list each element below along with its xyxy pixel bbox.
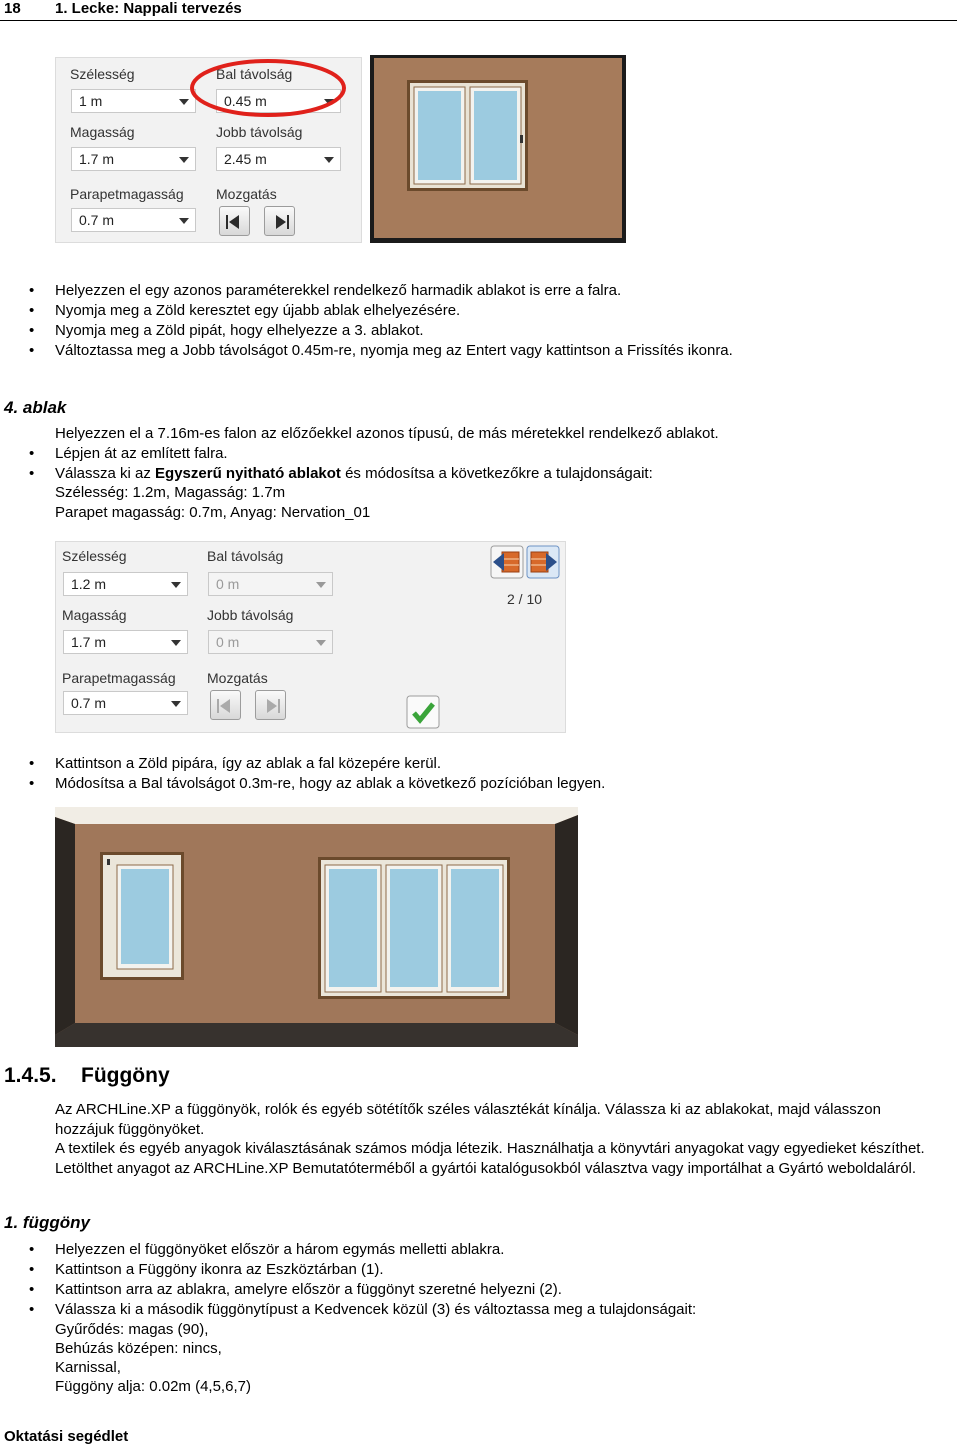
chevron-down-icon	[171, 701, 181, 707]
header-rule	[0, 20, 957, 21]
chevron-down-icon	[171, 582, 181, 588]
list-item: • Helyezzen el függönyöket először a három egymás melletti ablakra.	[0, 1240, 960, 1260]
left-distance-value: 0 m	[216, 576, 240, 592]
move-right-button[interactable]	[255, 690, 286, 720]
width-combo[interactable]	[71, 89, 196, 113]
list-item: • Lépjen át az említett falra.	[0, 444, 960, 464]
list-item: • Kattintson a Függöny ikonra az Eszköztárban (1).	[0, 1260, 960, 1280]
width-value: 1.2 m	[71, 576, 107, 592]
highlight-ellipse	[188, 57, 348, 119]
left-distance-value: 0.45 m	[224, 93, 267, 109]
move-label: Mozgatás	[216, 186, 277, 202]
curtain-param: Gyűrődés: magas (90),	[55, 1321, 209, 1338]
chevron-down-icon	[316, 582, 326, 588]
section-heading: 4. ablak	[4, 398, 67, 417]
list-item: • Kattintson a Zöld pipára, így az ablak a fal közepére kerül.	[0, 754, 960, 774]
page-header	[0, 0, 960, 22]
previous-wall-icon[interactable]	[490, 545, 524, 579]
parapet-combo[interactable]	[63, 691, 188, 715]
parapet-label: Parapetmagasság	[62, 670, 176, 686]
list-item: • Módosítsa a Bal távolságot 0.3m-re, hogy az ablak a következő pozícióban legyen.	[0, 774, 960, 794]
chevron-down-icon	[324, 157, 334, 163]
move-left-button[interactable]	[219, 206, 250, 236]
right-distance-combo[interactable]	[208, 630, 333, 654]
section-paragraph-1: Az ARCHLine.XP a függönyök, rolók és egyéb sötétítők széles választékát kínálja. Válassza ki az ablakokat, majd válasszon hozzájuk függönyöket.	[55, 1101, 881, 1138]
chevron-down-icon	[179, 218, 189, 224]
height-combo[interactable]	[71, 147, 196, 171]
window-type-name: Egyszerű nyitható ablakot	[155, 465, 341, 482]
parapet-combo[interactable]	[71, 208, 196, 232]
list-item-text: Válassza ki az	[55, 465, 156, 482]
width-label: Szélesség	[62, 548, 127, 564]
curtain-param: Behúzás középen: nincs,	[55, 1340, 222, 1357]
move-right-icon	[267, 699, 277, 713]
instructions-list-2	[0, 444, 960, 484]
right-distance-combo[interactable]	[216, 147, 341, 171]
section-intro: Helyezzen el a 7.16m-es falon az előzőekkel azonos típusú, de más méretekkel rendelkező ablakot.	[55, 425, 719, 442]
chevron-down-icon	[179, 157, 189, 163]
height-value: 1.7 m	[79, 151, 115, 167]
curtain-param: Függöny alja: 0.02m (4,5,6,7)	[55, 1378, 251, 1395]
instructions-list-1	[0, 281, 960, 361]
move-left-icon	[226, 215, 228, 229]
list-item: • Válassza ki a második függönytípust a Kedvencek közül (3) és változtassa meg a tulajdonságait:	[0, 1300, 960, 1320]
room-render	[55, 807, 578, 1047]
section-paragraph-2: A textilek és egyéb anyagok kiválasztásának számos módja létezik. Használhatja a könyvtári anyagokat vagy egyedieket készíthet. Letölthet anyagot az ARCHLine.XP Bemutatóterméből a gyártói katalógusokból választva vagy importálhat a Gyártó weboldaláról.	[55, 1140, 925, 1177]
move-left-button[interactable]	[210, 690, 241, 720]
move-right-icon	[276, 215, 286, 229]
parapet-value: 0.7 m	[79, 212, 115, 228]
window-render-1	[370, 53, 626, 243]
height-combo[interactable]	[63, 630, 188, 654]
move-left-icon	[217, 699, 219, 713]
list-item: • Helyezzen el egy azonos paraméterekkel rendelkező harmadik ablakot is erre a falra.	[0, 281, 960, 301]
params-line: Szélesség: 1.2m, Magasság: 1.7m	[55, 484, 286, 501]
parapet-label: Parapetmagasság	[70, 186, 184, 202]
right-distance-label: Jobb távolság	[216, 124, 303, 140]
wall-counter: 2 / 10	[507, 591, 543, 607]
list-item: • Kattintson arra az ablakra, amelyre először a függönyt szeretné helyezni (2).	[0, 1280, 960, 1300]
page-footer: Oktatási segédlet	[4, 1428, 129, 1445]
window-params-panel-2	[55, 541, 566, 733]
instructions-list-4	[0, 1240, 960, 1320]
width-label: Szélesség	[70, 66, 135, 82]
page-number: 18	[4, 0, 21, 17]
instructions-list-3	[0, 754, 960, 794]
left-distance-combo[interactable]	[208, 572, 333, 596]
height-label: Magasság	[70, 124, 135, 140]
curtain-param: Karnissal,	[55, 1359, 121, 1376]
parapet-value: 0.7 m	[71, 695, 107, 711]
right-distance-value: 2.45 m	[224, 151, 267, 167]
list-item: • Változtassa meg a Jobb távolságot 0.45m-re, nyomja meg az Entert vagy kattintson a Frissítés ikonra.	[0, 341, 960, 361]
left-distance-label: Bal távolság	[216, 66, 293, 82]
green-check-icon[interactable]	[406, 695, 440, 729]
chevron-down-icon	[316, 640, 326, 646]
section-title: Függöny	[81, 1064, 170, 1087]
chevron-down-icon	[171, 640, 181, 646]
left-distance-label: Bal távolság	[207, 548, 284, 564]
section-number: 1.4.5.	[4, 1064, 57, 1087]
move-label: Mozgatás	[207, 670, 268, 686]
height-value: 1.7 m	[71, 634, 107, 650]
list-item: • Nyomja meg a Zöld pipát, hogy elhelyezze a 3. ablakot.	[0, 321, 960, 341]
width-value: 1 m	[79, 93, 103, 109]
list-item-text: és módosítsa a következőkre a tulajdonságait:	[340, 465, 653, 482]
width-combo[interactable]	[63, 572, 188, 596]
params-line: Parapet magasság: 0.7m, Anyag: Nervation_01	[55, 504, 371, 521]
curtain-heading: 1. függöny	[4, 1213, 90, 1232]
move-right-button[interactable]	[264, 206, 295, 236]
list-item	[0, 464, 960, 484]
height-label: Magasság	[62, 607, 127, 623]
right-distance-value: 0 m	[216, 634, 240, 650]
chapter-title: 1. Lecke: Nappali tervezés	[55, 0, 242, 17]
right-distance-label: Jobb távolság	[207, 607, 294, 623]
next-wall-icon[interactable]	[526, 545, 560, 579]
list-item: • Nyomja meg a Zöld keresztet egy újabb ablak elhelyezésére.	[0, 301, 960, 321]
